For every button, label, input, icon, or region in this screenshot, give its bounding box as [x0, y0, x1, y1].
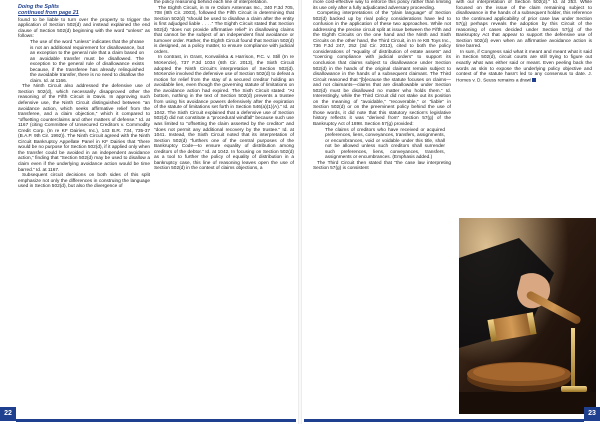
- footer-bar-right: [304, 419, 584, 422]
- gavel-illustration: [459, 218, 596, 414]
- page-number-left: 22: [0, 407, 16, 421]
- end-mark-icon: [532, 78, 536, 82]
- left-column-2: [154, 0, 294, 172]
- closing-paragraph-text: In sum, if Congress said what it meant and meant what it said in Section 502(d), circuit courts are still trying to figure out exactly what was either said or meant. Even peeling back the words as skin to expose the underlying policy objective and context of the statute hasn’t led to any consensus to date. J. Homes v. D. Seuss remains a draw!: [456, 49, 592, 83]
- right-column-1: [313, 0, 451, 172]
- paragraph: [456, 50, 592, 84]
- paragraph: Competing interpretations of the “plain language” of Section 502(d) backed up by rival policy considerations have led to confusion in the application of these two approaches. While not addressing the precise circuit split at issue between the Fifth and the Eighth Circuits on the one hand and the Ninth and Sixth Circuits on the other hand, the Third Circuit, in In re KB Toys Inc., 736 F.3d 247, 252 (3d Cir. 2013), cited to both the policy considerations of “equality of distribution of estate assets” and “coercing compliance with judicial orders” to support its conclusion that claims subject to disallowance under Section 502(d) in the hands of the original claimant remain subject to disallowance in the hands of a subsequent claimant. The Third Circuit reasoned that “[b]ecause the statute focuses on claims—and not claimants—claims that are disallowable under Section 502(d) must be disallowed no matter who holds them.” Id. Interestingly, while the Third Circuit did not stake out its position on the meaning of “avoidable,” “recoverable,” or “liable” in Section 502(d) or on the preeminent policy behind the use of those words, it did note that this statutory section’s legislative history reflects it was “derived from” Section 57(g) of the Bankruptcy Act of 1898. Section 57(g) provided:: [313, 11, 451, 128]
- page-number-right: 23: [584, 407, 600, 421]
- section-kicker: Doing the Splits: [18, 4, 60, 10]
- left-column-1: [18, 4, 150, 190]
- paragraph: found to be liable to turn over the property to trigger the application of Section 502(d) and instead explained the end clause of Section 502(d) beginning with the word “unless” as follows:: [18, 17, 150, 40]
- paragraph: The Eighth Circuit, in In re Odom Antennas Inc., 340 F.3d 705, 708 (8th Cir. 2003), followed the Fifth Circuit in determining that Section 502(d) “should be used to disallow a claim after the entity is first adjudged liable . . . .” The Eighth Circuit stated that Section 502(d) “does not provide affirmative relief” in disallowing claims that cannot be the subject of an independent final avoidance or turnover order. Rather, the Eighth Circuit found that Section 502(d) is designed, as a policy matter, to ensure compliance with judicial orders.: [154, 5, 294, 55]
- block-quote: The use of the word “unless” indicates that the phrase is not an additional requirement for disallowance, but an exception to the general rule that a claim based on an avoidable transfer must be disallowed. The exception to the general rule of disallowance exists because, if the transferee has already relinquished the avoidable transfer, there is no need to disallow the claim. Id. at 1166.: [30, 40, 144, 84]
- paragraph: more cost-effective way to enforce this policy rather than limiting its use only after a fully adjudicated adversary proceeding.: [313, 0, 451, 11]
- paragraph: with our interpretation of Section 502(d).” Id. at 253. While focused on the issue of the claim remaining subject to disallowance in the hands of a subsequent holder, this reference to the continued applicability of prior case law under Section 57(g) perhaps reveals the adoption by this Circuit of the reasoning of cases decided under Section 57(g) of the Bankruptcy Act that appear to support the defensive use of Section 502(d) even when an affirmative avoidance action is time barred.: [456, 0, 592, 50]
- paragraph: the policy reasoning behind each line of interpretation.: [154, 0, 268, 5]
- paragraph: The Ninth Circuit also addressed the defensive use of Section 502(d), which necessarily disapproved other the reasoning of the Fifth Circuit in Davis. In approving such defensive use, the Ninth Circuit distinguished between “an avoidance action, which seeks affirmative relief from the transferee, and a claim objection,” which it compared to “offsetting counterclaims and other matters of defense.” Id. at 1167 (citing Committee of Unsecured Creditors v. Commodity Credit Corp. (In re KF Dairies, Inc.), 143 B.R. 734, 735-37 (B.A.P. 9th Cir. 1992)). The Ninth Circuit agreed with the Ninth Circuit Bankruptcy Appellate Panel in KF Dairies that “there would be no purpose for Section 502(d), if it applied only when the transfer could be avoided in an independent avoidance action,” finding that “Section 502(d) may be used to disallow a claim even if the underlying avoidance action would be time barred.” Id. at 1167.: [18, 84, 150, 173]
- judge-gavel-photo: [459, 218, 596, 414]
- paragraph: The Third Circuit then stated that “the case law interpreting Section 57(g) is consistent: [313, 160, 451, 172]
- footer-bar-left: [16, 419, 296, 422]
- continued-from-link[interactable]: continued from page 21: [18, 10, 79, 17]
- paragraph: Subsequent circuit decisions on both sides of this split emphasize not only the differences in construing the language used in Section 502(d), but also the divergence of: [18, 173, 150, 190]
- right-page: [300, 0, 600, 424]
- right-column-2: [456, 0, 592, 83]
- block-quote: The claims of creditors who have received or acquired preferences, liens, conveyances, transfers, assignments, or encumbrances, void or voidable under this title, shall not be allowed unless such creditors shall surrender such preferences, liens, conveyances, transfers, assignments or encumbrances. (Emphasis added.): [325, 127, 445, 161]
- paragraph: In contrast, in Grant, Konvalinka & Harrison, P.C. v. Still (In re McKenzie), 737 F.3d 1034 (6th Cir. 2013), the Sixth Circuit adopted the Ninth Circuit’s interpretation of Section 502(d). McKenzie involved the defensive use of Section 502(d) to defeat a motion for relief from the stay of a secured creditor holding an avoidable lien, even though the governing statute of limitations on the avoidance action had expired. The Sixth Circuit stated: “At bottom, nothing in the text of Section 502(d) prevents a trustee from using his avoidance powers defensively after the expiration of the statute of limitations set forth in Section 546(a)(1)(A).” Id. at 1042. The Sixth Circuit explained that a defensive use of Section 502(d) did not constitute a “procedural windfall” because such use was limited to “offsetting the claim asserted by the creditor” and “does not permit any additional recovery by the trustee.” Id. at 1041. Instead, the Sixth Circuit noted that its interpretation of Section 502(d) “furthers one of the central purposes of the Bankruptcy Code—to ensure equality of distribution among creditors of the debtor.” Id. at 1042. In focusing on Section 502(d) as a tool to further the policy of equality of distribution in a bankruptcy case, this line of reasoning leaves open the use of Section 502(d) in the context of claims objections, a: [154, 55, 294, 172]
